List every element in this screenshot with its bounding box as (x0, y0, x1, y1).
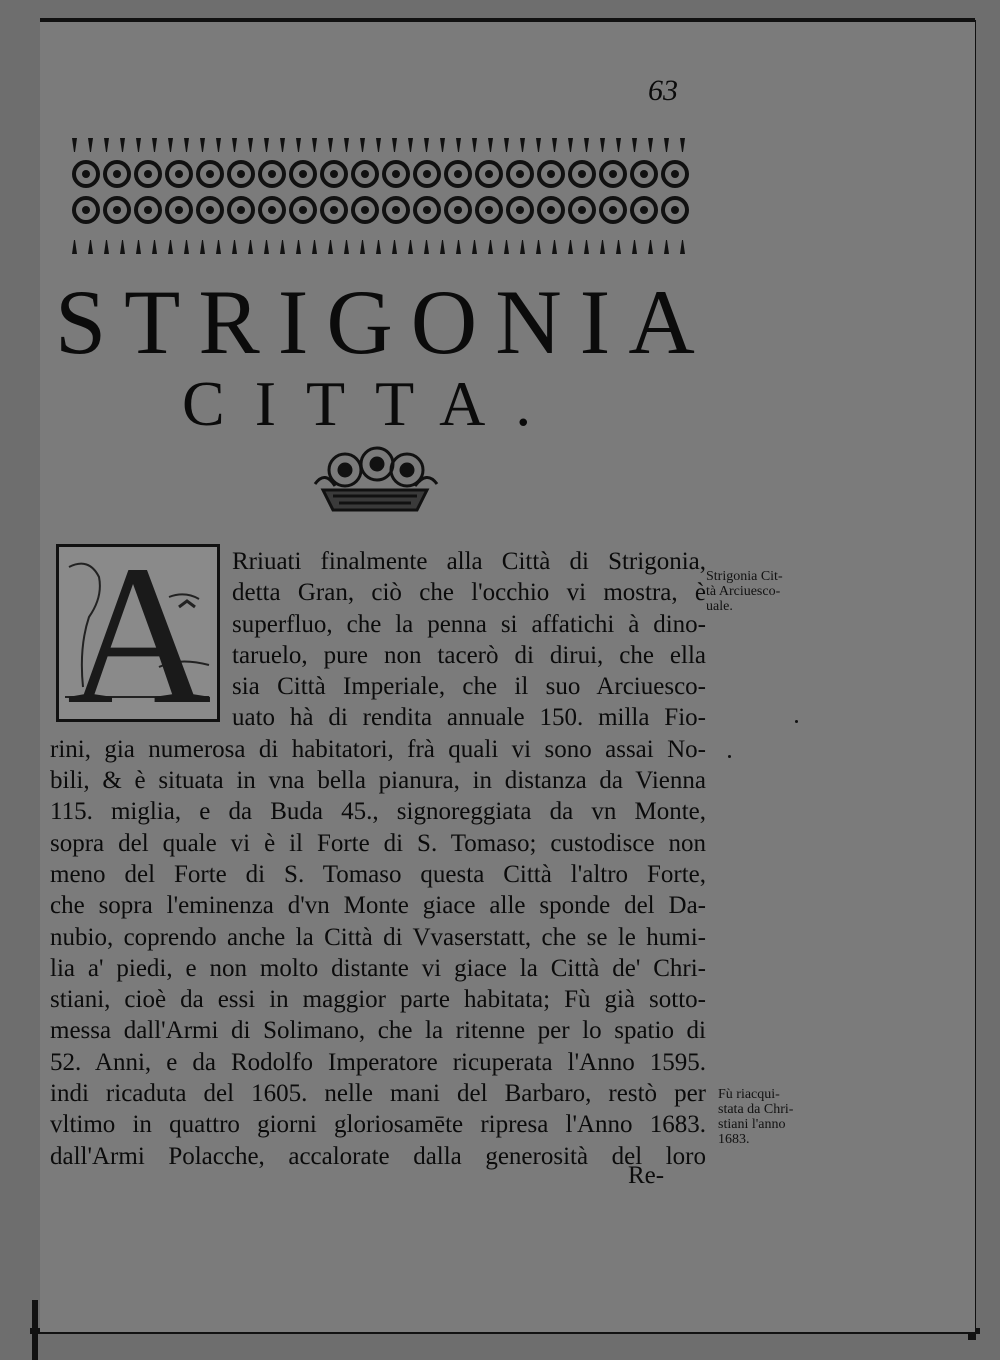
margin-note-line: stiani l'anno (718, 1117, 786, 1132)
margin-note-strigonia (706, 569, 826, 614)
text-line: taruelo, pure non tacerò di dirui, che ella (232, 641, 706, 669)
text-line: Rriuati finalmente alla Città di Strigonia, (232, 548, 706, 575)
text-line: superfluo, che la penna si affatichi à dino- (232, 610, 706, 638)
margin-note-line: Strigonia Cit- (706, 569, 783, 584)
flower-basket-icon (305, 440, 445, 516)
text-line: nubio, coprendo anche la Città di Vvaserstatt, che se le humi- (50, 923, 706, 951)
text-line: che sopra l'eminenza d'vn Monte giace alle sponde del Da- (50, 892, 706, 920)
body-paragraph (50, 546, 706, 1172)
ink-speck (795, 720, 798, 723)
text-line: 115. miglia, e da Buda 45., signoreggiata da vn Monte, (50, 798, 706, 826)
catchword: Re- (628, 1162, 665, 1189)
text-line: dall'Armi Polacche, accalorate dalla generosità del loro (50, 1142, 706, 1170)
decorative-headpiece (62, 128, 702, 260)
margin-note-line: tà Arciuesco- (706, 584, 781, 599)
text-line: detta Gran, ciò che l'occhio vi mostra, è (232, 579, 706, 607)
text-line: messa dall'Armi di Solimano, che la ritenne per lo spatio di (50, 1017, 706, 1045)
text-line: uato hà di rendita annuale 150. milla Fio- (232, 704, 706, 732)
page-title: STRIGONIA (55, 271, 713, 373)
page-subtitle: CITTA. (182, 368, 562, 439)
margin-note-line: Fù riacqui- (718, 1087, 780, 1102)
ink-speck (728, 755, 731, 758)
text-line: 52. Anni, e da Rodolfo Imperatore ricuperata l'Anno 1595. (50, 1048, 706, 1076)
margin-note-reacquired (718, 1087, 828, 1147)
margin-note-line: uale. (706, 599, 733, 614)
page-edge-left (32, 1300, 38, 1360)
text-line: bili, & è situata in vna bella pianura, in distanza da Vienna (50, 767, 706, 795)
text-line: rini, gia numerosa di habitatori, frà quali vi sono assai No- (50, 735, 706, 763)
text-line: indi ricaduta del 1605. nelle mani del Barbaro, restò per (50, 1080, 706, 1108)
text-line: stiani, cioè da essi in maggior parte habitata; Fù già sotto- (50, 986, 706, 1014)
text-line: vltimo in quattro giorni gloriosamēte ripresa l'Anno 1683. (50, 1111, 706, 1139)
text-line: meno del Forte di S. Tomaso questa Città l'altro Forte, (50, 860, 706, 888)
margin-note-line: 1683. (718, 1132, 750, 1147)
margin-note-line: stata da Chri- (718, 1102, 794, 1117)
text-line: sopra del quale vi è il Forte di S. Tomaso; custodisce non (50, 829, 706, 857)
drop-cap-letter: A (67, 544, 212, 722)
text-line: sia Città Imperiale, che il suo Arciuesco- (232, 673, 706, 701)
page-number: 63 (648, 74, 678, 107)
text-line: lia a' piedi, e non molto distante vi giace la Città de' Chri- (50, 954, 706, 982)
headpiece-ornament-icon (62, 128, 702, 260)
